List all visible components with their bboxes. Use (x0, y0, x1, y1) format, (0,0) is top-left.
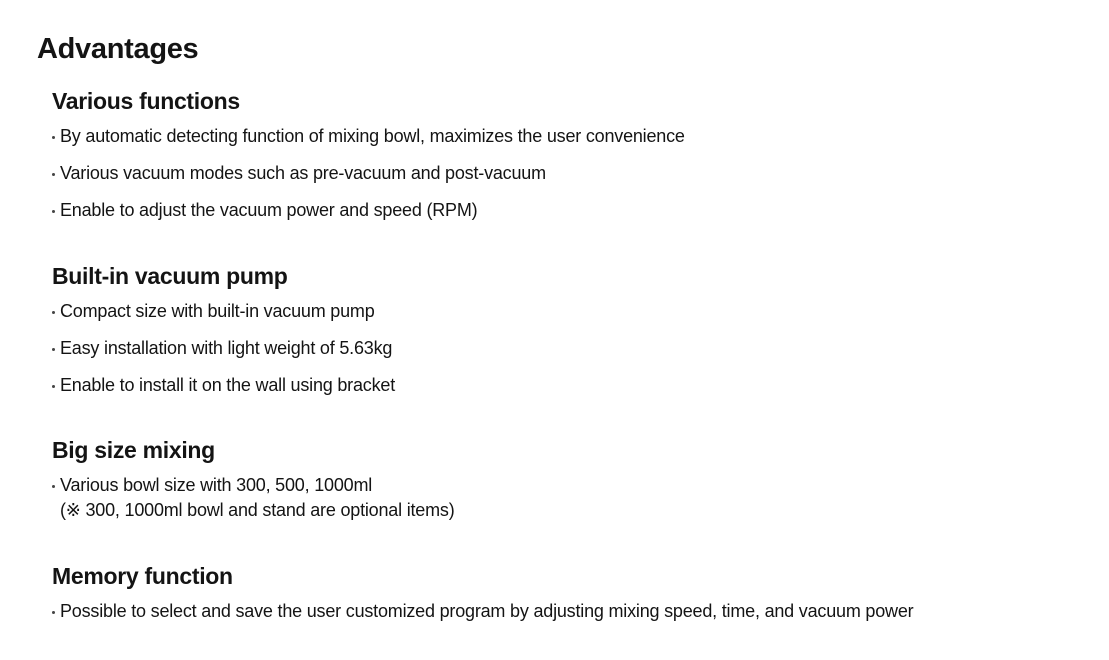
list-item (52, 599, 1072, 624)
bullet-icon (52, 173, 55, 176)
list-item (52, 373, 1072, 398)
section-heading: Built-in vacuum pump (52, 263, 288, 289)
bullet-icon (52, 611, 55, 614)
section-various-functions (52, 86, 1072, 235)
section-heading: Big size mixing (52, 437, 215, 463)
page-title: Advantages (37, 33, 199, 65)
section-heading: Various functions (52, 88, 240, 114)
optional-items-note: (※ 300, 1000ml bowl and stand are optional items) (60, 500, 455, 520)
list-item (52, 299, 1072, 324)
bullet-icon (52, 385, 55, 388)
bullet-icon (52, 485, 55, 488)
bullet-list (52, 124, 1072, 223)
list-item-text: Various vacuum modes such as pre-vacuum and post-vacuum (60, 163, 546, 183)
section-built-in-vacuum-pump (52, 261, 1072, 410)
list-item (52, 124, 1072, 149)
bullet-icon (52, 136, 55, 139)
list-item-text: Enable to adjust the vacuum power and speed (RPM) (60, 200, 478, 220)
section-memory-function (52, 561, 1072, 636)
list-item (52, 336, 1072, 361)
list-item (52, 198, 1072, 223)
bullet-list (52, 473, 1072, 523)
section-heading: Memory function (52, 563, 233, 589)
bullet-icon (52, 210, 55, 213)
bullet-icon (52, 348, 55, 351)
bullet-list (52, 599, 1072, 624)
bullet-list (52, 299, 1072, 398)
list-item-text: Compact size with built-in vacuum pump (60, 301, 375, 321)
section-big-size-mixing (52, 435, 1072, 535)
list-item-text: Various bowl size with 300, 500, 1000ml (60, 475, 373, 495)
list-item (52, 473, 1072, 523)
bullet-icon (52, 311, 55, 314)
list-item-text: Possible to select and save the user customized program by adjusting mixing speed, time, and vacuum power (60, 601, 914, 621)
list-item-text: By automatic detecting function of mixing bowl, maximizes the user convenience (60, 126, 685, 146)
list-item-text: Enable to install it on the wall using bracket (60, 375, 395, 395)
list-item-text: Easy installation with light weight of 5.63kg (60, 338, 393, 358)
list-item (52, 161, 1072, 186)
